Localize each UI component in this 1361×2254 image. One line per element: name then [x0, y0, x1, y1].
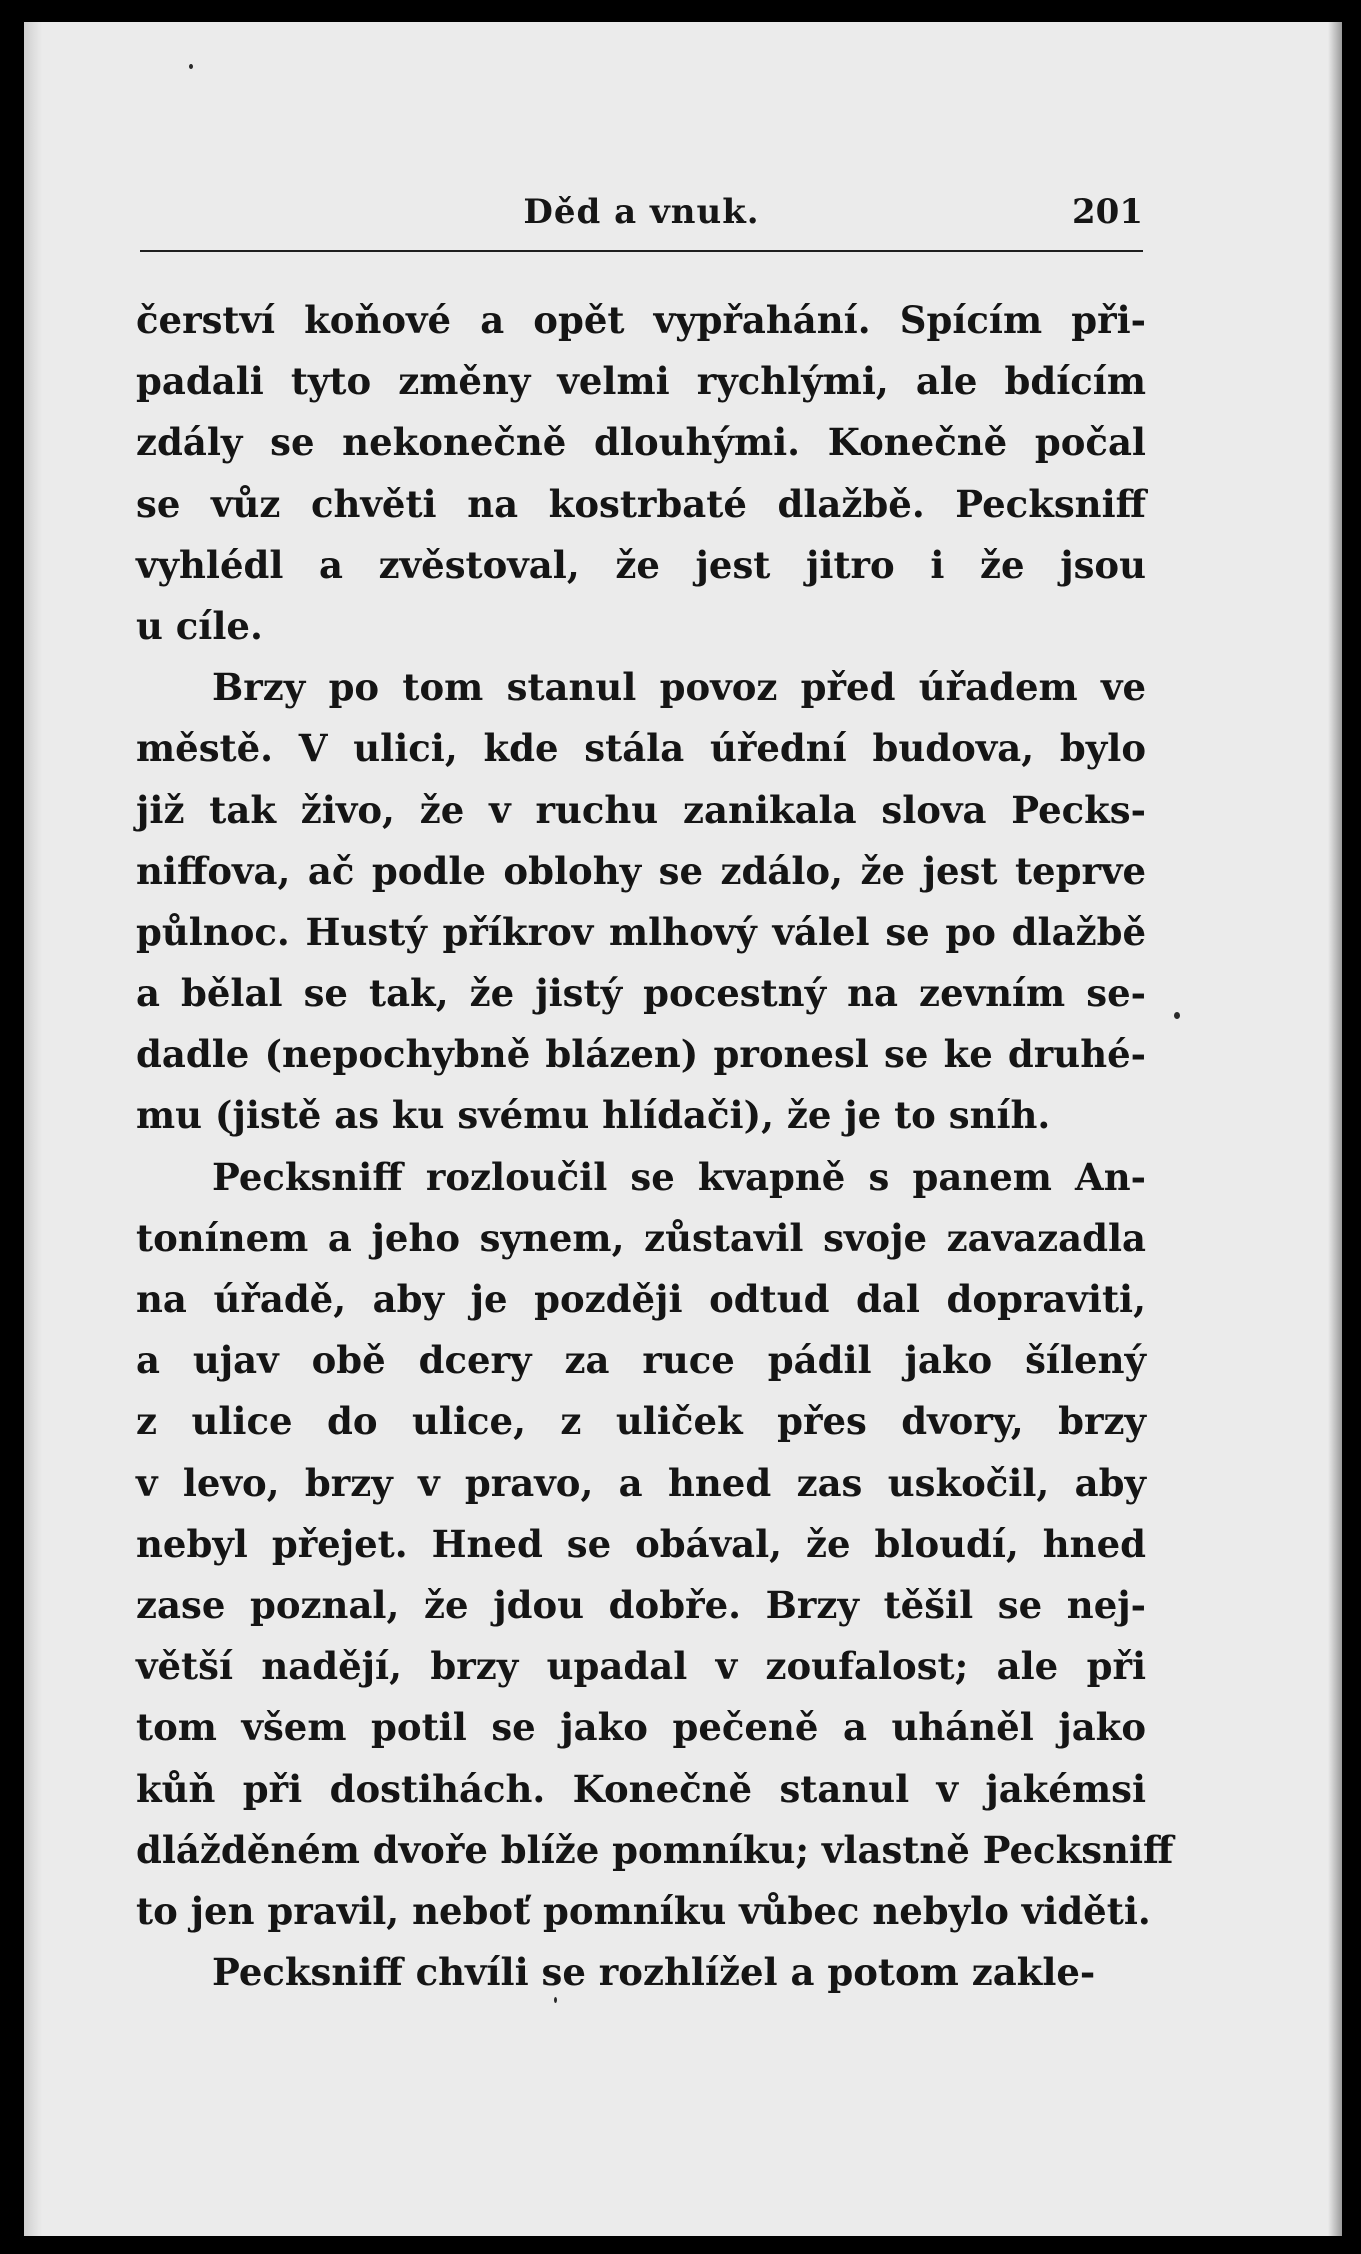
page-header [140, 172, 1143, 232]
text-line: u cíle. [136, 603, 263, 648]
text-line: kůň při dostihách. Konečně stanul v jakémsi [136, 1766, 1146, 1811]
text-line: Pecksniff chvíli se rozhlížel a potom zakle- [212, 1950, 1096, 1995]
text-line: čerství koňové a opět vypřahání. Spícím při- [136, 298, 1146, 342]
scan-speck [189, 64, 193, 69]
text-line: mu (jistě as ku svému hlídači), že je to sníh. [136, 1093, 1051, 1138]
text-line: to jen pravil, neboť pomníku vůbec nebylo viděti. [136, 1888, 1151, 1933]
text-line: již tak živo, že v ruchu zanikala slova Pecks- [136, 787, 1146, 832]
scan-speck [1174, 1012, 1180, 1019]
page-number: 201 [1072, 192, 1143, 232]
text-line: půlnoc. Hustý příkrov mlhový válel se po dlažbě [136, 909, 1146, 954]
text-line: Pecksniff rozloučil se kvapně s panem An- [212, 1154, 1146, 1199]
text-line: větší nadějí, brzy upadal v zoufalost; ale při [136, 1644, 1146, 1689]
text-line: v levo, brzy v pravo, a hned zas uskočil, aby [136, 1460, 1146, 1505]
text-line: niffova, ač podle oblohy se zdálo, že jest teprve [136, 848, 1146, 893]
text-line: Brzy po tom stanul povoz před úřadem ve [212, 665, 1146, 710]
text-line: městě. V ulici, kde stála úřední budova, bylo [136, 726, 1146, 771]
text-line: tom všem potil se jako pečeně a uháněl jako [136, 1705, 1146, 1750]
text-line: nebyl přejet. Hned se obával, že bloudí, hned [136, 1521, 1146, 1566]
text-line: zase poznal, že jdou dobře. Brzy těšil se nej- [136, 1582, 1146, 1627]
text-line: dadle (nepochybně blázen) pronesl se ke druhé- [136, 1032, 1146, 1077]
body-text [136, 290, 1174, 2003]
text-line: na úřadě, aby je později odtud dal dopraviti, [136, 1277, 1146, 1321]
text-line: zdály se nekonečně dlouhými. Konečně počal [136, 420, 1146, 465]
header-rule [140, 250, 1143, 252]
text-line: z ulice do ulice, z uliček přes dvory, brzy [136, 1399, 1146, 1444]
page-edge-shadow [1328, 22, 1342, 2236]
scan-speck [554, 1997, 557, 2003]
text-line: dlážděném dvoře blíže pomníku; vlastně Pecksniff [136, 1827, 1174, 1872]
text-line: a bělal se tak, že jistý pocestný na zevním se- [136, 971, 1146, 1016]
text-line: tonínem a jeho synem, zůstavil svoje zavazadla [136, 1215, 1146, 1260]
spine-shadow [24, 22, 42, 2236]
text-line: a ujav obě dcery za ruce pádil jako šílený [136, 1338, 1146, 1383]
text-line: vyhlédl a zvěstoval, že jest jitro i že jsou [136, 542, 1146, 587]
book-page [24, 22, 1342, 2236]
text-line: se vůz chvěti na kostrbaté dlažbě. Pecksniff [136, 481, 1146, 526]
text-line: padali tyto změny velmi rychlými, ale bdícím [136, 359, 1146, 404]
running-title: Děd a vnuk. [523, 192, 760, 232]
